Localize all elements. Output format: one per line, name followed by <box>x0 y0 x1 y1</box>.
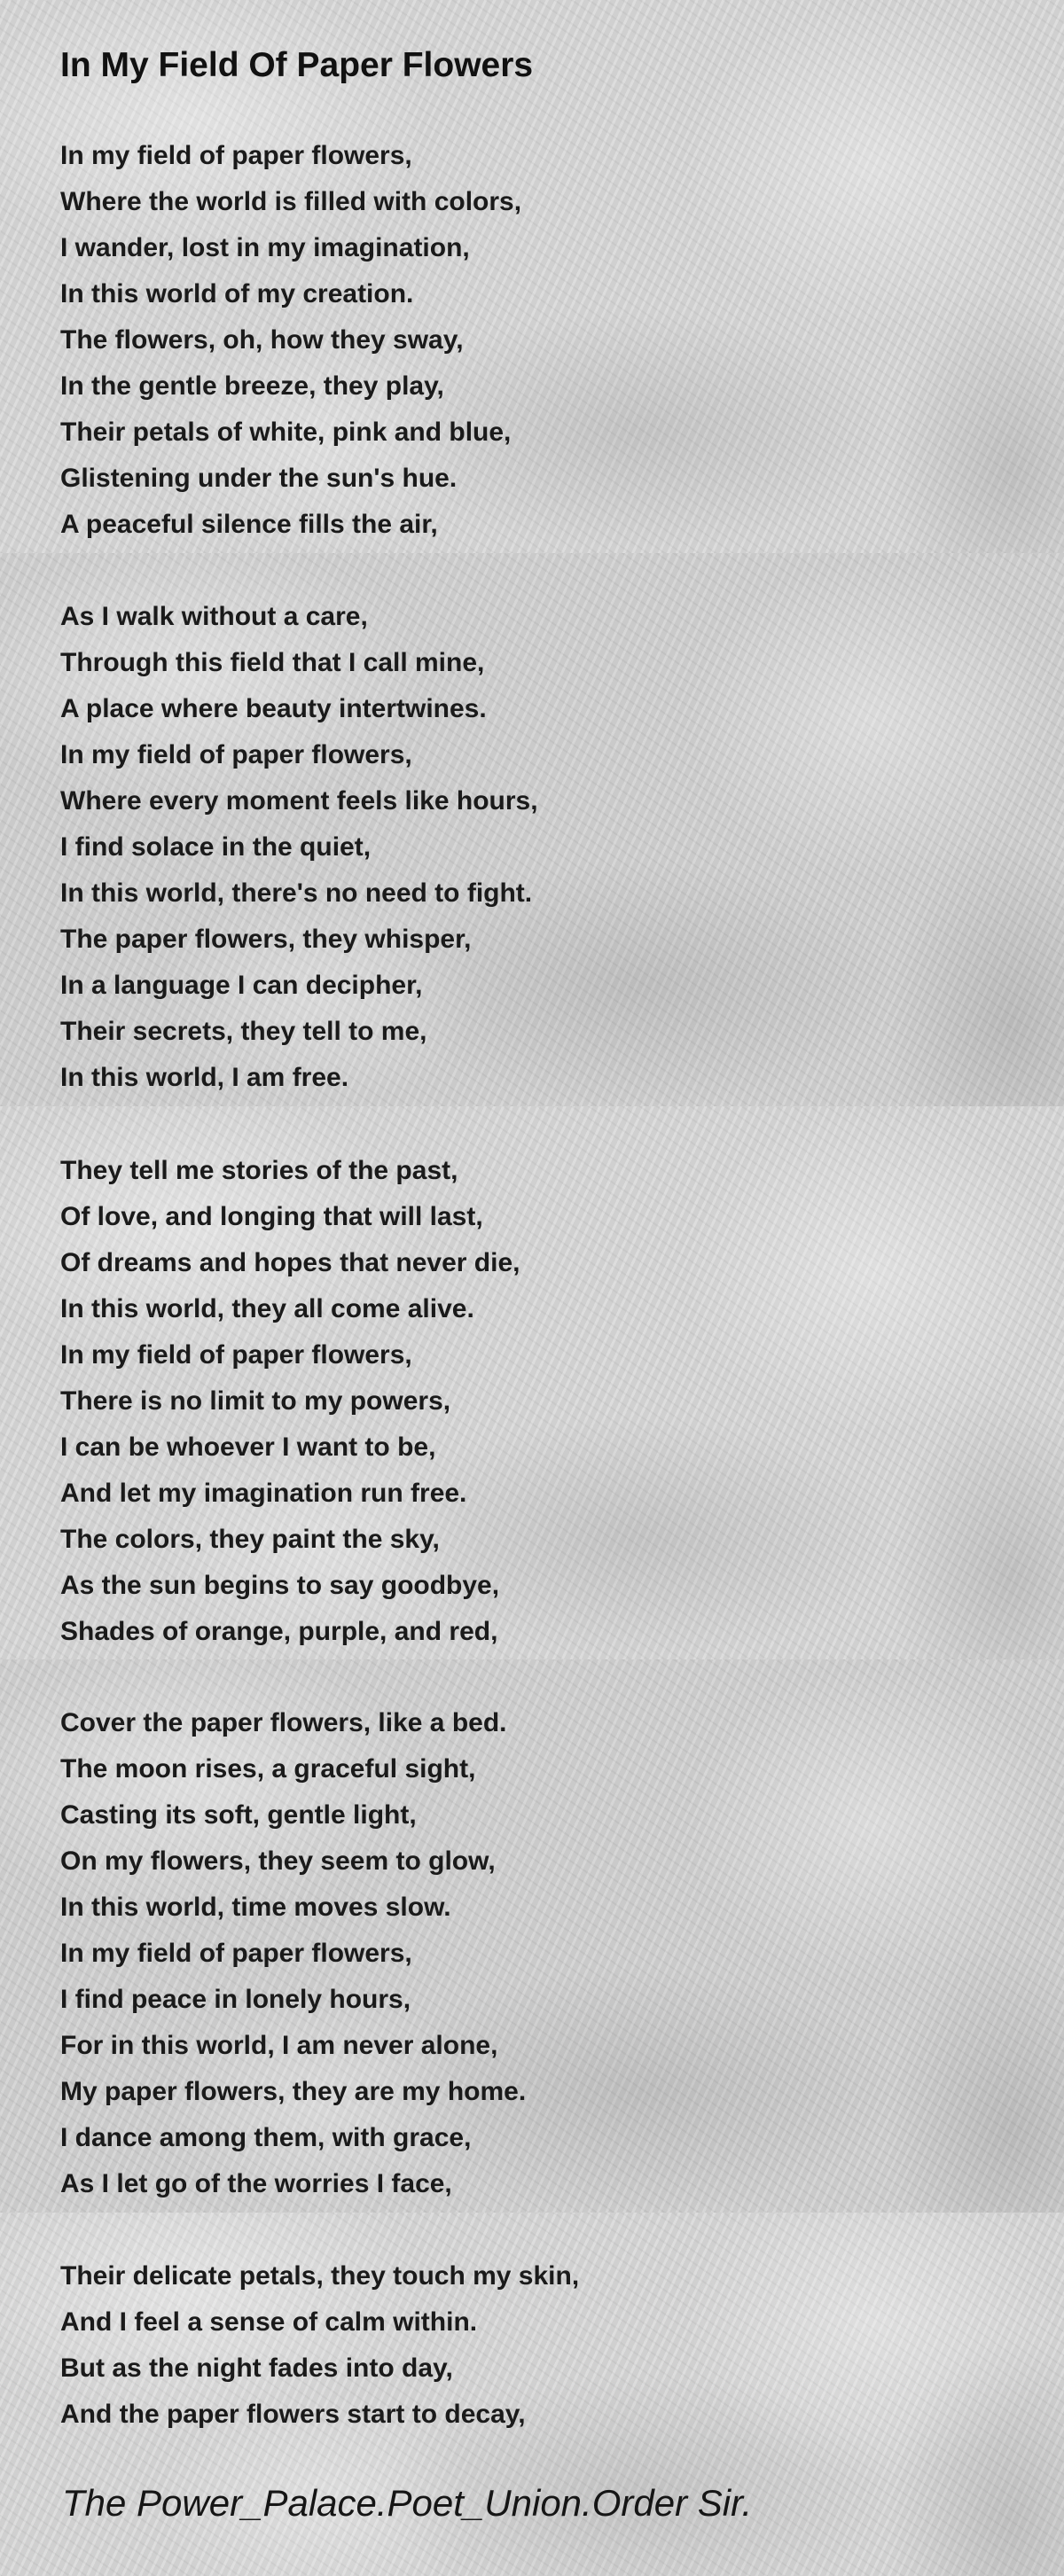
poem-line: In this world of my creation. <box>60 279 414 308</box>
poem-title: In My Field Of Paper Flowers <box>60 46 534 84</box>
stanza <box>60 133 521 548</box>
poem-line: I wander, lost in my imagination, <box>60 233 470 262</box>
poem-line: Through this field that I call mine, <box>60 648 485 677</box>
poem-line: A place where beauty intertwines. <box>60 694 487 723</box>
poem-line: I find solace in the quiet, <box>60 832 372 862</box>
poem-line: In this world, there's no need to fight. <box>60 878 533 908</box>
poem-line: But as the night fades into day, <box>60 2354 453 2383</box>
poem-line: Of love, and longing that will last, <box>60 1202 483 1231</box>
poem-line: My paper flowers, they are my home. <box>60 2077 527 2106</box>
stanza <box>60 1700 526 2207</box>
poem-line: For in this world, I am never alone, <box>60 2031 498 2060</box>
poem-author: The Power_Palace.Poet_Union.Order Sir. <box>62 2482 753 2524</box>
poem-line: The paper flowers, they whisper, <box>60 925 472 954</box>
poem-line: As I walk without a care, <box>60 602 368 631</box>
poem-line: Their secrets, they tell to me, <box>60 1017 427 1046</box>
poem-line: In this world, they all come alive. <box>60 1294 474 1323</box>
poem-line: The flowers, oh, how they sway, <box>60 325 464 355</box>
poem-line: Where every moment feels like hours, <box>60 786 538 816</box>
poem-line: And the paper flowers start to decay, <box>60 2400 526 2429</box>
poem-line: In my field of paper flowers, <box>60 1939 412 1968</box>
poem-line: In my field of paper flowers, <box>60 740 412 769</box>
stanza <box>60 1148 520 1655</box>
poem-line: Casting its soft, gentle light, <box>60 1800 417 1830</box>
poem-line: Shades of orange, purple, and red, <box>60 1617 498 1646</box>
poem-line: On my flowers, they seem to glow, <box>60 1846 496 1876</box>
poem-line: In the gentle breeze, they play, <box>60 371 444 401</box>
poem-line: Their delicate petals, they touch my skin, <box>60 2261 580 2291</box>
poem-line: In a language I can decipher, <box>60 971 423 1000</box>
poem-line: Their petals of white, pink and blue, <box>60 418 512 447</box>
poem-line: Of dreams and hopes that never die, <box>60 1248 520 1277</box>
poem-line: There is no limit to my powers, <box>60 1386 451 1416</box>
poem-line: In my field of paper flowers, <box>60 141 412 170</box>
poem-line: I dance among them, with grace, <box>60 2123 472 2152</box>
poem-line: The moon rises, a graceful sight, <box>60 1754 476 1784</box>
poem-line: As the sun begins to say goodbye, <box>60 1571 500 1600</box>
poem-line: Cover the paper flowers, like a bed. <box>60 1708 507 1737</box>
poem-line: I can be whoever I want to be, <box>60 1432 436 1462</box>
poem-line: In this world, I am free. <box>60 1063 349 1092</box>
poem-line: Glistening under the sun's hue. <box>60 464 458 493</box>
poem-line: And I feel a sense of calm within. <box>60 2307 478 2337</box>
poem-line: The colors, they paint the sky, <box>60 1525 440 1554</box>
poem-line: In my field of paper flowers, <box>60 1340 412 1370</box>
poem-line: A peaceful silence fills the air, <box>60 510 438 539</box>
poem-line: As I let go of the worries I face, <box>60 2169 452 2198</box>
stanza <box>60 2253 579 2438</box>
poem-line: In this world, time moves slow. <box>60 1893 451 1922</box>
poem-line: Where the world is filled with colors, <box>60 187 522 216</box>
poem-line: I find peace in lonely hours, <box>60 1985 411 2014</box>
poem-line: And let my imagination run free. <box>60 1479 467 1508</box>
poem-line: They tell me stories of the past, <box>60 1156 458 1185</box>
stanza <box>60 594 538 1101</box>
